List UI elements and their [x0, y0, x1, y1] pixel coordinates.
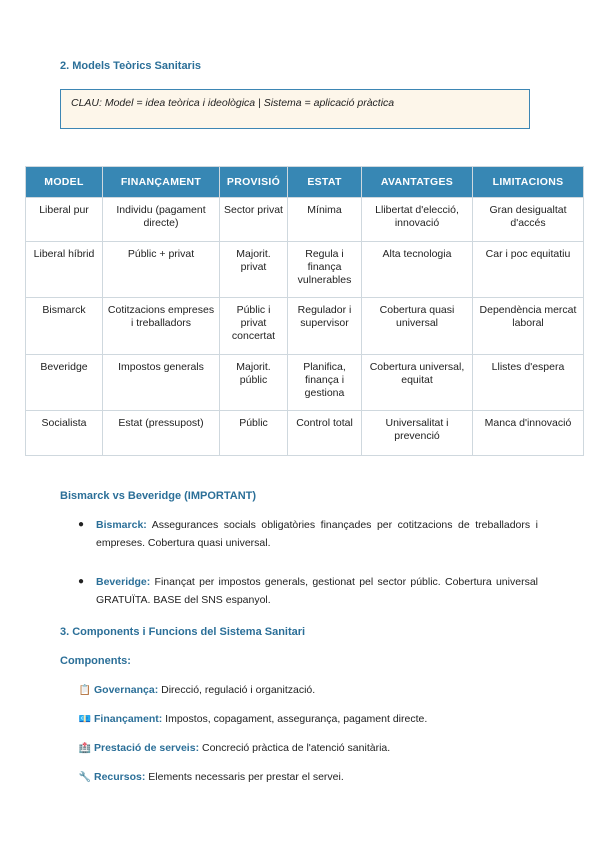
table-cell: Socialista: [26, 411, 103, 456]
component-label: Governança:: [94, 684, 159, 696]
list-item: [78, 713, 427, 725]
table-cell: Impostos generals: [103, 355, 220, 411]
component-label: Recursos:: [94, 771, 146, 783]
bullet-label: Bismarck:: [96, 519, 147, 531]
table-cell: Bismarck: [26, 298, 103, 355]
table-cell: Mínima: [288, 198, 362, 242]
component-text: Elements necessaris per prestar el servei.: [145, 771, 344, 783]
table-cell: Cotitzacions empreses i treballadors: [103, 298, 220, 355]
table-cell: Públic: [220, 411, 288, 456]
health-models-table: [25, 166, 584, 456]
table-row: [26, 411, 584, 456]
list-item: [78, 573, 538, 609]
hospital-icon: 🏥: [78, 743, 92, 754]
component-label: Finançament:: [94, 713, 163, 725]
table-cell: Manca d'innovació: [473, 411, 584, 456]
table-cell: Gran desigualtat d'accés: [473, 198, 584, 242]
table-cell: Liberal pur: [26, 198, 103, 242]
table-cell: Universalitat i prevenció: [362, 411, 473, 456]
table-cell: Regulador i supervisor: [288, 298, 362, 355]
table-row: [26, 198, 584, 242]
key-callout-text: CLAU: Model = idea teòrica i ideològica | Sistema = aplicació pràctica: [71, 97, 395, 109]
table-cell: Llibertat d'elecció, innovació: [362, 198, 473, 242]
bullet-text: Finançat per impostos generals, gestionat pel sector públic. Cobertura universal GRATUÏTA. BASE del SNS espanyol.: [96, 576, 538, 606]
key-callout-box: [60, 89, 530, 129]
list-item: [78, 742, 390, 754]
table-cell: Alta tecnologia: [362, 242, 473, 298]
table-cell: Car i poc equitatiu: [473, 242, 584, 298]
bullet-icon: ●: [78, 519, 85, 530]
table-cell: Control total: [288, 411, 362, 456]
header-model: MODEL: [26, 167, 103, 198]
money-icon: 💶: [78, 714, 92, 725]
table-cell: Estat (pressupost): [103, 411, 220, 456]
list-item: [78, 771, 344, 783]
table-cell: Cobertura quasi universal: [362, 298, 473, 355]
component-text: Concreció pràctica de l'atenció sanitària.: [199, 742, 391, 754]
header-limitacions: LIMITACIONS: [473, 167, 584, 198]
table-cell: Llistes d'espera: [473, 355, 584, 411]
component-text: Impostos, copagament, assegurança, pagament directe.: [162, 713, 428, 725]
header-provisio: PROVISIÓ: [220, 167, 288, 198]
components-subheading: Components:: [60, 655, 131, 667]
header-estat: ESTAT: [288, 167, 362, 198]
bullet-icon: ●: [78, 576, 85, 587]
section-2-heading: 2. Models Teòrics Sanitaris: [60, 60, 202, 72]
table-row: [26, 242, 584, 298]
bismarck-vs-beveridge-heading: Bismarck vs Beveridge (IMPORTANT): [60, 490, 257, 502]
table-cell: Majorit. públic: [220, 355, 288, 411]
table-cell: Majorit. privat: [220, 242, 288, 298]
table-row: [26, 298, 584, 355]
clipboard-icon: 📋: [78, 685, 92, 696]
table-cell: Regula i finança vulnerables: [288, 242, 362, 298]
table-cell: Dependència mercat laboral: [473, 298, 584, 355]
table-cell: Sector privat: [220, 198, 288, 242]
section-3-heading: 3. Components i Funcions del Sistema Sanitari: [60, 626, 306, 638]
table-cell: Cobertura universal, equitat: [362, 355, 473, 411]
table-cell: Públic + privat: [103, 242, 220, 298]
table-row: [26, 355, 584, 411]
header-avantatges: AVANTATGES: [362, 167, 473, 198]
component-label: Prestació de serveis:: [94, 742, 200, 754]
header-financament: FINANÇAMENT: [103, 167, 220, 198]
table-cell: Individu (pagament directe): [103, 198, 220, 242]
table-cell: Públic i privat concertat: [220, 298, 288, 355]
list-item: [78, 516, 538, 552]
table-header-row: [26, 167, 584, 198]
list-item: [78, 684, 315, 696]
table-cell: Liberal híbrid: [26, 242, 103, 298]
bullet-text: Assegurances socials obligatòries finançades per cotitzacions de treballadors i empreses. Cobertura quasi universal.: [96, 519, 538, 549]
table-cell: Planifica, finança i gestiona: [288, 355, 362, 411]
component-text: Direcció, regulació i organització.: [158, 684, 316, 696]
bullet-label: Beveridge:: [96, 576, 151, 588]
table-cell: Beveridge: [26, 355, 103, 411]
wrench-icon: 🔧: [78, 772, 92, 783]
